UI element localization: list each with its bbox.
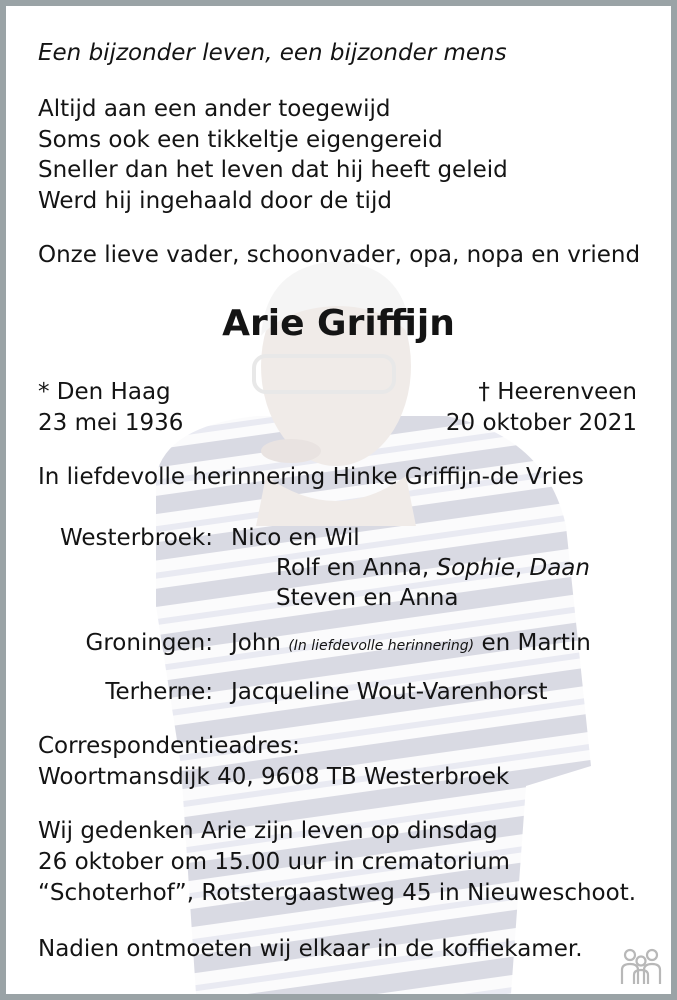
family-label-groningen: Groningen:: [85, 630, 213, 656]
motto: Een bijzonder leven, een bijzonder mens: [38, 40, 507, 66]
poem-line-1: Altijd aan een ander toegewijd: [38, 96, 391, 122]
birth-place: * Den Haag: [38, 379, 171, 405]
ceremony-line-1: Wij gedenken Arie zijn leven op dinsdag: [38, 818, 498, 844]
family-westerbroek-line-3: Steven en Anna: [276, 585, 459, 611]
closing-line: Nadien ontmoeten wij elkaar in de koffiekamer.: [38, 936, 583, 962]
ceremony-line-3: “Schoterhof”, Rotstergaastweg 45 in Nieuweschoot.: [38, 880, 637, 906]
obituary-card: [6, 6, 671, 994]
ceremony-line-2: 26 oktober om 15.00 uur in crematorium: [38, 849, 510, 875]
family-westerbroek-line-2: [276, 553, 590, 583]
family-groningen-line: [231, 628, 591, 661]
poem-line-4: Werd hij ingehaald door de tijd: [38, 188, 392, 214]
family-emblem-icon: [618, 946, 664, 986]
birth-date: 23 mei 1936: [38, 410, 184, 436]
poem-line-3: Sneller dan het leven dat hij heeft geleid: [38, 157, 508, 183]
grandchild-name: Daan: [529, 555, 590, 581]
poem-line-2: Soms ook een tikkeltje eigengereid: [38, 127, 443, 153]
grandchild-name: Sophie: [436, 555, 515, 581]
deceased-name: Arie Griffijn: [222, 303, 455, 344]
family-terherne-line: Jacqueline Wout-Varenhorst: [231, 679, 548, 705]
memory-note: (In liefdevolle herinnering): [288, 638, 475, 654]
family-westerbroek-line-1: Nico en Wil: [231, 525, 360, 551]
separator: ,: [514, 555, 530, 581]
intro-line: Onze lieve vader, schoonvader, opa, nopa en vriend: [38, 242, 641, 268]
family-label-terherne: Terherne:: [105, 679, 213, 705]
family-names: John: [231, 630, 282, 656]
death-date: 20 oktober 2021: [445, 410, 637, 436]
death-place: † Heerenveen: [478, 379, 637, 405]
family-names: en Martin: [481, 630, 591, 656]
memory-line: In liefdevolle herinnering Hinke Griffijn-de Vries: [38, 464, 584, 490]
correspondence-heading: Correspondentieadres:: [38, 733, 300, 759]
family-names: Rolf en Anna,: [276, 555, 437, 581]
correspondence-address: Woortmansdijk 40, 9608 TB Westerbroek: [38, 764, 510, 790]
family-label-westerbroek: Westerbroek:: [60, 525, 213, 551]
